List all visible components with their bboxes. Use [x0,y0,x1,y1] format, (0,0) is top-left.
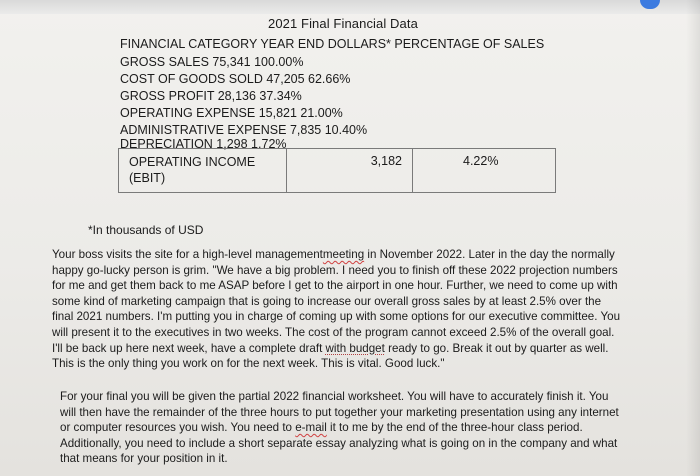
ebit-value-cell: 3,182 [287,149,413,192]
ebit-percent-cell: 4.22% [463,154,499,168]
footnote: *In thousands of USD [88,223,204,237]
ebit-label-line2: (EBIT) [129,171,166,185]
final-text-a: For your final you will be given the partial 2022 financial worksheet. You will have to accurately finish it. You will then have the remainder of the three hours to put together your marketing presentation using any internet or computer resources you wish. You need to [60,390,619,435]
scenario-text-a: Your boss visits the site for a high-level management [52,248,323,261]
ebit-label-line1: OPERATING INCOME [129,155,256,169]
top-edge-strip [0,0,700,14]
final-text-email: e-mail [295,421,327,435]
gross-sales-line: GROSS SALES 75,341 100.00% [120,55,304,69]
ebit-label-cell [119,149,287,192]
final-text-c: it to me by the end of the three-hour class period. Additionally, you need to include a short separate essay analyzing what is going on in the company and what that means for your position in it. [60,421,618,466]
final-instructions-paragraph [60,389,620,467]
page-edge-shadow [686,0,700,476]
gross-profit-line: GROSS PROFIT 28,136 37.34% [120,89,302,103]
cogs-line: COST OF GOODS SOLD 47,205 62.66% [120,72,351,86]
table-header-row: FINANCIAL CATEGORY YEAR END DOLLARS* PERCENTAGE OF SALES [120,37,545,51]
administrative-expense-line: ADMINISTRATIVE EXPENSE 7,835 10.40% [120,123,368,137]
scenario-text-e: ready to go. Break it out by quarter as well. This is the only thing you work on for the next week. This is vital. Good luck." [52,341,609,371]
scenario-text-with-budget: with budget [325,341,385,355]
operating-expense-line: OPERATING EXPENSE 15,821 21.00% [120,106,343,120]
depreciation-line: DEPRECIATION 1,298 1.72% [120,137,287,151]
scenario-text-meeting: meeting [322,248,365,261]
document-title: 2021 Final Financial Data [268,16,418,31]
scenario-text-c: in November 2022. Later in the day the normally happy go-lucky person is grim. "We have a big problem. I need you to finish off these 2022 projection numbers for me and get them back to me ASAP before I get to the airport in one hour. Further, we need to come up with some kind of marketing campaign that is going to increase our overall gross sales by at least 2.5% over the final 2021 numbers. I'm putting you in charge of coming up with some options for our executive committee. You will present it to the executives in two weeks. The cost of the program cannot exceed 2.5% of the overall goal. I'll be back up here next week, have a complete draft [52,248,621,355]
scenario-paragraph [52,247,622,372]
ebit-table [118,148,556,193]
